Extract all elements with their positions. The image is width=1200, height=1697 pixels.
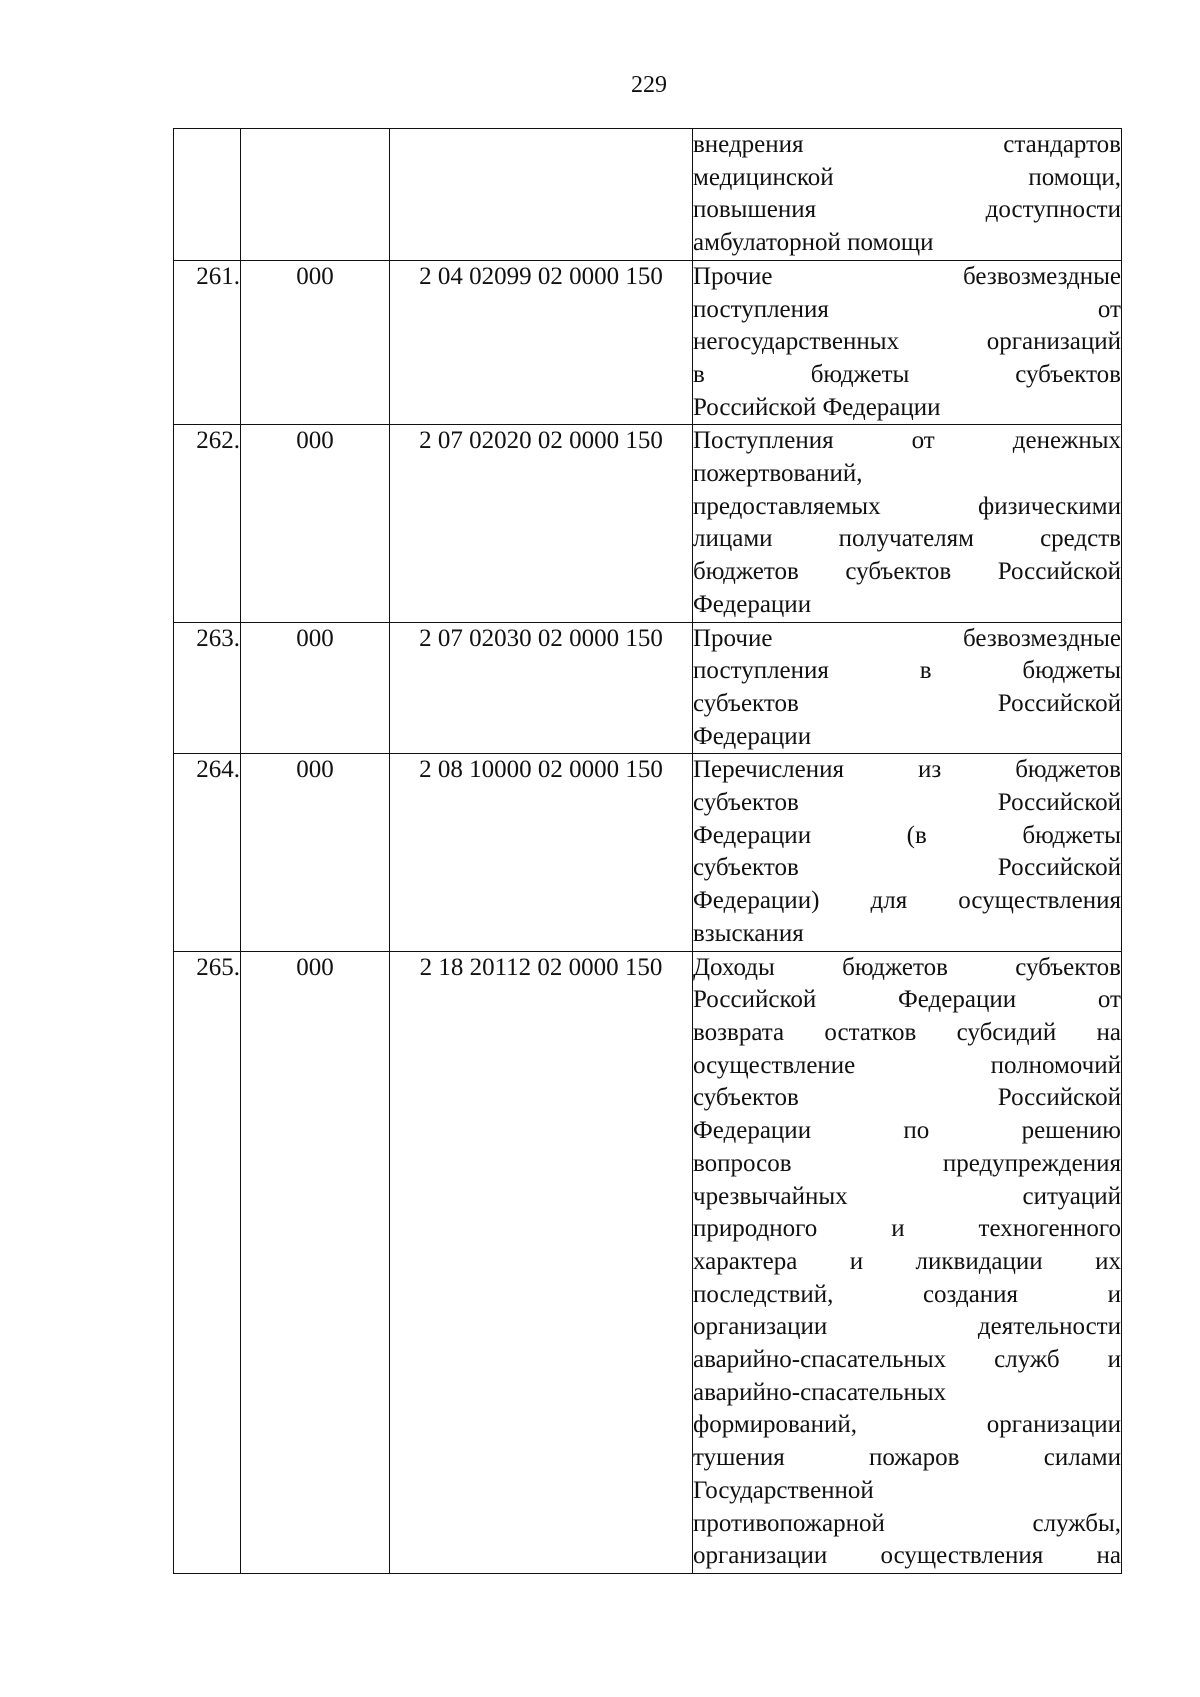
budget-classification-code-cell: 2 04 02099 02 0000 150 <box>390 260 693 425</box>
row-number-cell <box>174 129 241 261</box>
income-description-cell <box>693 754 1122 951</box>
row-number-cell: 263. <box>174 622 241 754</box>
table-row <box>174 622 1122 754</box>
description-line: повышения доступности <box>693 196 1121 224</box>
description-line: аварийно-спасательных <box>693 1378 947 1406</box>
description-line: Прочие безвозмездные <box>693 624 1121 652</box>
description-line: в бюджеты субъектов <box>693 360 1121 388</box>
description-line: медицинской помощи, <box>693 163 1121 191</box>
description-line: поступления от <box>693 295 1121 323</box>
budget-classification-code-cell: 2 07 02030 02 0000 150 <box>390 622 693 754</box>
budget-classification-code-cell: 2 08 10000 02 0000 150 <box>390 754 693 951</box>
income-description-cell <box>693 951 1122 1573</box>
description-line: амбулаторной помощи <box>693 229 934 257</box>
description-line: Перечисления из бюджетов <box>693 756 1121 784</box>
description-line: субъектов Российской <box>693 689 1121 717</box>
table-row <box>174 951 1122 1573</box>
table-row <box>174 129 1122 261</box>
description-line: формирований, организации <box>693 1411 1121 1439</box>
description-line: Федерации) для осуществления <box>693 887 1121 915</box>
description-line: Российской Федерации от <box>693 986 1121 1014</box>
row-number-cell: 261. <box>174 260 241 425</box>
description-line: последствий, создания и <box>693 1280 1121 1308</box>
description-line: природного и техногенного <box>693 1215 1121 1243</box>
row-number-cell: 264. <box>174 754 241 951</box>
description-line: Федерации <box>693 722 812 750</box>
description-line: характера и ликвидации их <box>693 1247 1121 1275</box>
budget-classification-code-cell: 2 07 02020 02 0000 150 <box>390 425 693 622</box>
admin-code-cell: 000 <box>241 951 390 1573</box>
page-number: 229 <box>631 72 667 98</box>
description-line: внедрения стандартов <box>693 131 1121 158</box>
budget-classification-code-cell <box>390 129 693 261</box>
description-line: Федерации по решению <box>693 1117 1121 1145</box>
description-line: предоставляемых физическими <box>693 492 1121 520</box>
description-line: Российской Федерации <box>693 393 941 421</box>
description-line: Доходы бюджетов субъектов <box>693 953 1121 981</box>
description-line: организации деятельности <box>693 1313 1121 1341</box>
description-line: взыскания <box>693 919 804 947</box>
description-line: осуществление полномочий <box>693 1051 1121 1079</box>
description-line: чрезвычайных ситуаций <box>693 1182 1121 1210</box>
description-line: тушения пожаров силами <box>693 1444 1121 1472</box>
description-line: субъектов Российской <box>693 1084 1121 1112</box>
table-row <box>174 260 1122 425</box>
admin-code-cell: 000 <box>241 622 390 754</box>
row-number-cell: 262. <box>174 425 241 622</box>
description-line: возврата остатков субсидий на <box>693 1018 1121 1046</box>
admin-code-cell: 000 <box>241 754 390 951</box>
description-line: субъектов Российской <box>693 854 1121 882</box>
table-body <box>174 129 1122 1574</box>
description-line: Федерации (в бюджеты <box>693 821 1121 849</box>
budget-classification-code-cell: 2 18 20112 02 0000 150 <box>390 951 693 1573</box>
description-line: субъектов Российской <box>693 789 1121 817</box>
income-description-cell <box>693 129 1122 261</box>
table-row <box>174 754 1122 951</box>
description-line: негосударственных организаций <box>693 328 1121 356</box>
description-line: Поступления от денежных <box>693 427 1121 455</box>
income-description-cell <box>693 425 1122 622</box>
budget-codes-table <box>173 128 1122 1574</box>
description-line: Государственной <box>693 1476 874 1504</box>
description-line: бюджетов субъектов Российской <box>693 558 1121 586</box>
description-line: вопросов предупреждения <box>693 1149 1121 1177</box>
description-line: лицами получателям средств <box>693 525 1121 553</box>
description-line: поступления в бюджеты <box>693 657 1121 685</box>
table-row <box>174 425 1122 622</box>
admin-code-cell: 000 <box>241 260 390 425</box>
description-line: противопожарной службы, <box>693 1509 1121 1537</box>
description-line: организации осуществления на <box>693 1542 1121 1570</box>
description-line: Прочие безвозмездные <box>693 262 1121 290</box>
admin-code-cell: 000 <box>241 425 390 622</box>
income-description-cell <box>693 622 1122 754</box>
description-line: Федерации <box>693 590 812 618</box>
income-description-cell <box>693 260 1122 425</box>
description-line: аварийно-спасательных служб и <box>693 1346 1121 1374</box>
description-line: пожертвований, <box>693 460 863 488</box>
row-number-cell: 265. <box>174 951 241 1573</box>
admin-code-cell <box>241 129 390 261</box>
